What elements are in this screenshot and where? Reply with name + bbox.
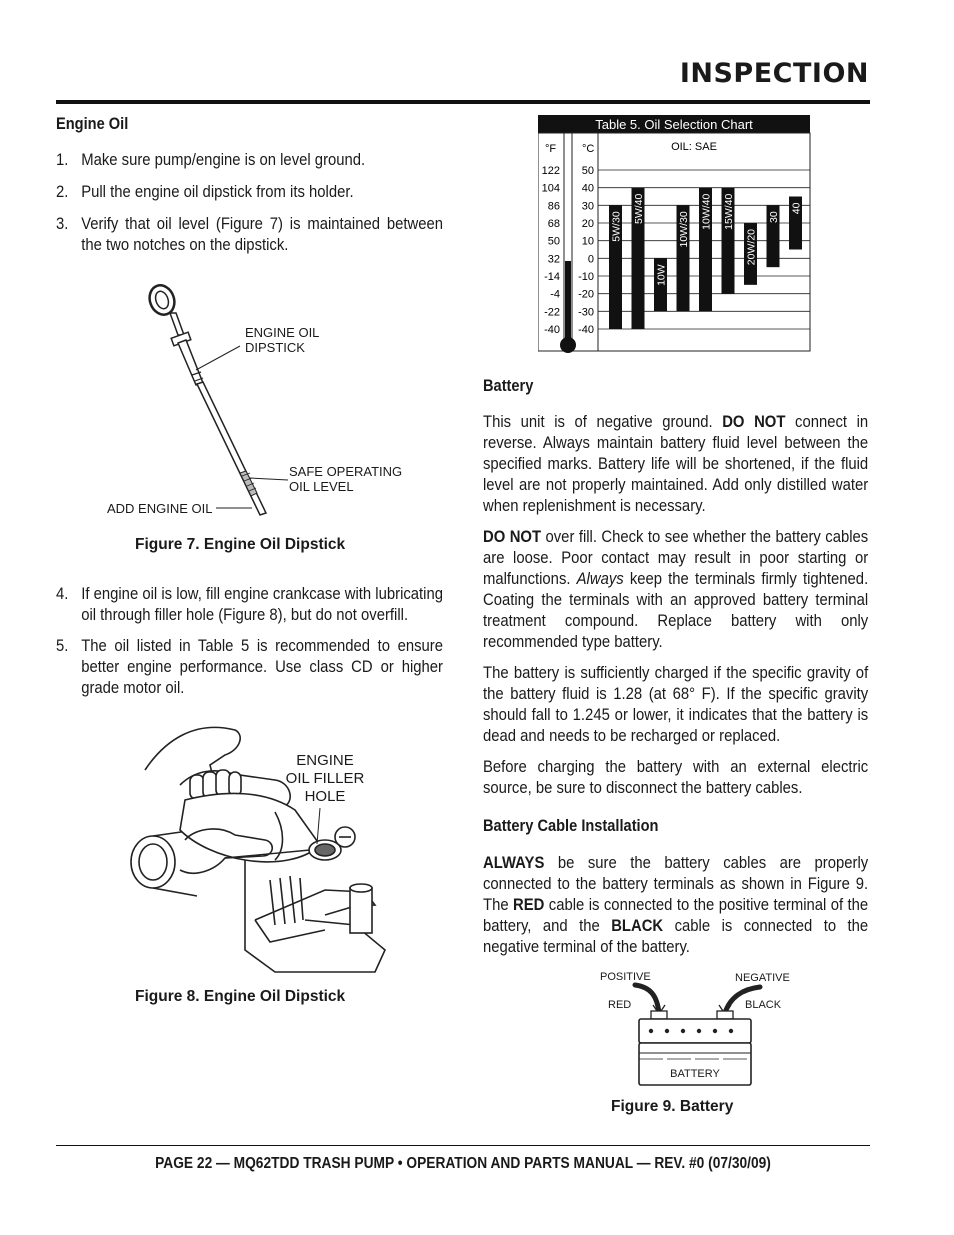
figure-9-caption: Figure 9. Battery bbox=[611, 1098, 734, 1115]
step-2: 2. Pull the engine oil dipstick from its holder. bbox=[56, 183, 354, 201]
engine-oil-steps-b bbox=[56, 584, 443, 699]
page-footer: PAGE 22 — MQ62TDD TRASH PUMP • OPERATION AND PARTS MANUAL — REV. #0 (07/30/09) bbox=[155, 1155, 771, 1172]
battery-p3: The battery is sufficiently charged if the specific gravity of the battery fluid is 1.28 (at 68° F). If the specific gravity should fall to 1.245 or lower, it indicates that the battery is dead and needs to be recharged or replaced. bbox=[483, 664, 869, 745]
cable-text bbox=[483, 853, 868, 968]
battery-heading: Battery bbox=[483, 376, 534, 395]
tick-label-celsius: 20 bbox=[581, 218, 594, 230]
tick-label-fahrenheit: -22 bbox=[544, 306, 560, 319]
tick-label-fahrenheit: -14 bbox=[544, 271, 560, 283]
chart-bar-label: 10W bbox=[655, 264, 668, 286]
thermometer-bulb bbox=[560, 337, 576, 353]
label-safe-operating-level: SAFE OPERATING OIL LEVEL bbox=[289, 464, 403, 494]
chart-bar-label: 10W/30 bbox=[678, 211, 690, 248]
tick-label-fahrenheit: -40 bbox=[544, 324, 560, 336]
step-3: 3. Verify that oil level (Figure 7) is maintained between the two notches on the dipstick. bbox=[56, 215, 443, 254]
tick-label-fahrenheit: 32 bbox=[547, 253, 560, 266]
chart-title: Table 5. Oil Selection Chart bbox=[595, 117, 753, 132]
tick-label-celsius: 10 bbox=[581, 235, 594, 248]
label-negative: NEGATIVE bbox=[735, 972, 790, 984]
step-1: 1. Make sure pump/engine is on level ground. bbox=[56, 151, 366, 169]
label-battery: BATTERY bbox=[670, 1068, 720, 1080]
chart-bar-label: 20W/20 bbox=[745, 229, 758, 266]
tick-label-celsius: -20 bbox=[578, 288, 594, 301]
tick-label-celsius: 40 bbox=[581, 182, 594, 195]
chart-bar-label: 30 bbox=[768, 211, 780, 224]
tick-label-celsius: 30 bbox=[581, 200, 594, 213]
oil-selection-chart bbox=[538, 115, 813, 357]
label-oil-filler-hole: ENGINE OIL FILLER HOLE bbox=[285, 752, 365, 805]
label-red: RED bbox=[608, 999, 632, 1011]
unit-celsius: °C bbox=[582, 143, 595, 155]
oil-filling-illustration bbox=[125, 710, 415, 980]
label-engine-oil-dipstick: ENGINE OIL DIPSTICK bbox=[245, 325, 320, 355]
chart-bar-label: 5W/30 bbox=[610, 211, 623, 242]
battery-p2: DO NOT over fill. Check to see whether the battery cables are loose. Poor contact may result in poor starting or malfunctions. Always keep the terminals firmly tightened. Coating the terminals with an approved battery terminal treatment compound. Replace battery with only recommended type battery. bbox=[483, 528, 869, 651]
tick-label-celsius: 0 bbox=[587, 253, 594, 266]
label-black: BLACK bbox=[745, 999, 782, 1011]
chart-bar-label: 15W/40 bbox=[723, 193, 735, 230]
tick-label-fahrenheit: 50 bbox=[547, 235, 560, 248]
cable-heading: Battery Cable Installation bbox=[483, 816, 659, 835]
tick-label-celsius: -10 bbox=[578, 271, 594, 283]
tick-label-fahrenheit: 86 bbox=[547, 200, 560, 213]
label-positive: POSITIVE bbox=[600, 971, 651, 983]
step-4: 4. If engine oil is low, fill engine crankcase with lubricating oil through filler hole (Figure 8), but do not overfill. bbox=[56, 585, 443, 624]
figure-7-caption: Figure 7. Engine Oil Dipstick bbox=[135, 536, 346, 553]
tick-label-celsius: -40 bbox=[578, 324, 594, 336]
tick-label-celsius: 50 bbox=[581, 165, 594, 177]
footer-rule bbox=[56, 1145, 870, 1146]
engine-oil-steps-a bbox=[56, 150, 443, 256]
chart-bar-label: 5W/40 bbox=[633, 193, 645, 225]
battery-p1: This unit is of negative ground. DO NOT connect in reverse. Always maintain battery fluid level between the specified marks. Battery life will be shortened, if the fluid level are not properly maintained. Add only distilled water when replenishment is necessary. bbox=[483, 413, 869, 515]
tick-label-celsius: -30 bbox=[578, 306, 594, 319]
thermometer-fill bbox=[565, 261, 571, 341]
unit-fahrenheit: °F bbox=[545, 143, 557, 155]
chart-bar-label: 10W/40 bbox=[700, 193, 713, 230]
tick-label-fahrenheit: -4 bbox=[550, 288, 560, 301]
tick-label-fahrenheit: 104 bbox=[541, 182, 560, 195]
battery-p4: Before charging the battery with an external electric source, be sure to disconnect the battery cables. bbox=[483, 758, 869, 797]
chart-subtitle: OIL: SAE bbox=[671, 141, 717, 153]
engine-oil-heading: Engine Oil bbox=[56, 114, 129, 133]
tick-label-fahrenheit: 122 bbox=[541, 165, 560, 177]
battery-text bbox=[483, 412, 868, 809]
cable-p1: ALWAYS be sure the battery cables are properly connected to the battery terminals as shown in Figure 9. The RED cable is connected to the positive terminal of the battery, and the BLACK cable is connected to the negative terminal of the battery. bbox=[483, 854, 869, 956]
page-title: INSPECTION bbox=[679, 58, 869, 89]
label-add-engine-oil: ADD ENGINE OIL bbox=[107, 501, 213, 516]
tick-label-fahrenheit: 68 bbox=[547, 218, 560, 230]
figure-8-caption: Figure 8. Engine Oil Dipstick bbox=[135, 988, 346, 1005]
chart-bar-label: 40 bbox=[790, 202, 803, 215]
step-5: 5. The oil listed in Table 5 is recommended to ensure better engine performance. Use class CD or higher grade motor oil. bbox=[56, 637, 443, 697]
header-rule bbox=[56, 100, 870, 104]
